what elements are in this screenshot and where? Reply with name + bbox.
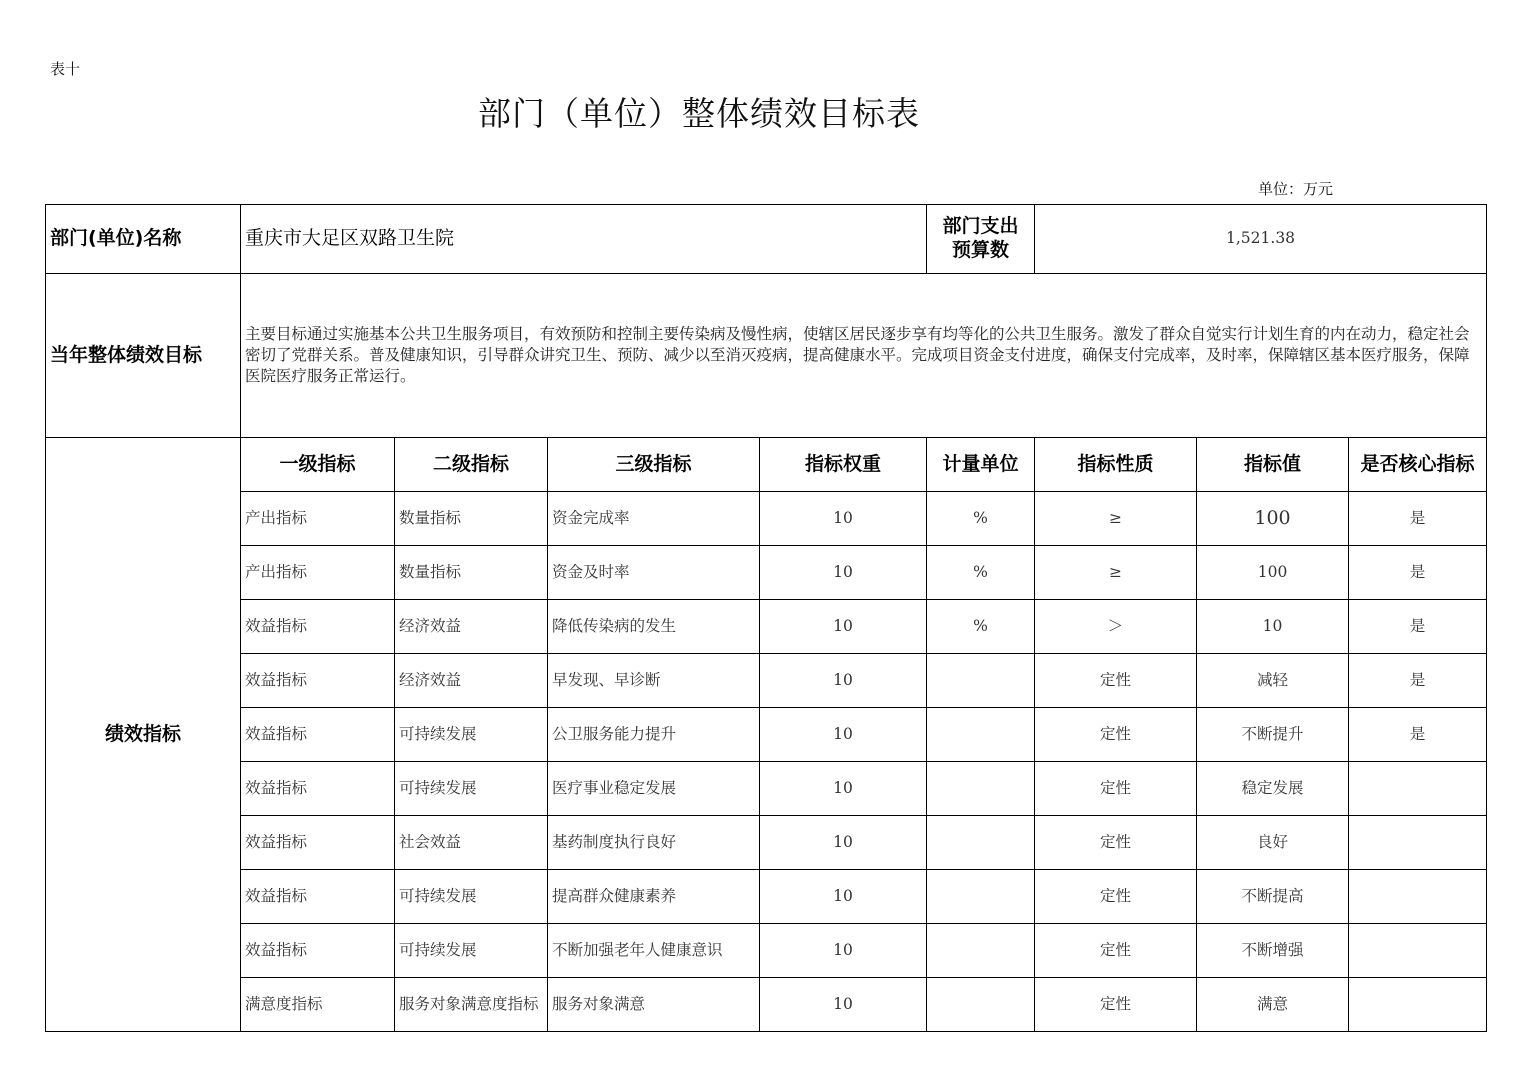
budget-label-line2: 预算数 <box>952 239 1010 261</box>
table-row <box>46 492 1487 546</box>
core-cell: 是 <box>1349 654 1487 708</box>
nature-cell: 定性 <box>1035 870 1197 924</box>
weight-cell: 10 <box>760 762 927 816</box>
table-row <box>46 978 1487 1032</box>
level1-cell: 产出指标 <box>241 546 395 600</box>
dept-name-value: 重庆市大足区双路卫生院 <box>241 205 927 274</box>
core-cell <box>1349 870 1487 924</box>
goal-text: 主要目标通过实施基本公共卫生服务项目，有效预防和控制主要传染病及慢性病，使辖区居民逐步享有均等化的公共卫生服务。激发了群众自觉实行计划生育的内在动力，稳定社会密切了党群关系。普及健康知识，引导群众讲究卫生、预防、减少以至消灭疫病，提高健康水平。完成项目资金支付进度，确保支付完成率，及时率，保障辖区基本医疗服务，保障医院医疗服务正常运行。 <box>241 274 1487 438</box>
level3-cell: 基药制度执行良好 <box>548 816 760 870</box>
nature-cell: 定性 <box>1035 924 1197 978</box>
unit-cell <box>927 762 1035 816</box>
level2-cell: 可持续发展 <box>395 762 548 816</box>
budget-label <box>927 205 1035 274</box>
level3-cell: 医疗事业稳定发展 <box>548 762 760 816</box>
indicators-label: 绩效指标 <box>46 438 241 1032</box>
table-row <box>46 600 1487 654</box>
unit-cell: % <box>927 600 1035 654</box>
level2-cell: 可持续发展 <box>395 870 548 924</box>
level3-cell: 资金及时率 <box>548 546 760 600</box>
value-cell: 不断提高 <box>1197 870 1349 924</box>
unit-cell <box>927 978 1035 1032</box>
dept-name-label: 部门(单位)名称 <box>46 205 241 274</box>
core-cell <box>1349 762 1487 816</box>
level3-cell: 服务对象满意 <box>548 978 760 1032</box>
core-cell <box>1349 978 1487 1032</box>
value-cell: 稳定发展 <box>1197 762 1349 816</box>
value-cell: 100 <box>1197 492 1349 546</box>
level2-cell: 可持续发展 <box>395 924 548 978</box>
goal-row <box>46 274 1487 438</box>
level1-cell: 效益指标 <box>241 708 395 762</box>
weight-cell: 10 <box>760 546 927 600</box>
weight-cell: 10 <box>760 924 927 978</box>
level2-cell: 数量指标 <box>395 546 548 600</box>
level2-cell: 可持续发展 <box>395 708 548 762</box>
table-row <box>46 816 1487 870</box>
unit-cell: % <box>927 492 1035 546</box>
unit-cell <box>927 816 1035 870</box>
nature-cell: ≥ <box>1035 546 1197 600</box>
value-cell: 满意 <box>1197 978 1349 1032</box>
column-header: 计量单位 <box>927 438 1035 492</box>
nature-cell: 定性 <box>1035 708 1197 762</box>
dept-name-row <box>46 205 1487 274</box>
level3-cell: 不断加强老年人健康意识 <box>548 924 760 978</box>
level2-cell: 经济效益 <box>395 654 548 708</box>
level1-cell: 效益指标 <box>241 600 395 654</box>
value-cell: 良好 <box>1197 816 1349 870</box>
level3-cell: 资金完成率 <box>548 492 760 546</box>
page-title: 部门（单位）整体绩效目标表 <box>478 94 920 133</box>
core-cell: 是 <box>1349 600 1487 654</box>
table-row <box>46 546 1487 600</box>
unit-cell <box>927 870 1035 924</box>
level3-cell: 早发现、早诊断 <box>548 654 760 708</box>
weight-cell: 10 <box>760 870 927 924</box>
level2-cell: 数量指标 <box>395 492 548 546</box>
weight-cell: 10 <box>760 816 927 870</box>
table-row <box>46 762 1487 816</box>
goal-label: 当年整体绩效目标 <box>46 274 241 438</box>
table-row <box>46 708 1487 762</box>
table-row <box>46 654 1487 708</box>
table-row <box>46 870 1487 924</box>
level2-cell: 服务对象满意度指标 <box>395 978 548 1032</box>
column-header: 指标值 <box>1197 438 1349 492</box>
value-cell: 不断增强 <box>1197 924 1349 978</box>
weight-cell: 10 <box>760 978 927 1032</box>
core-cell <box>1349 816 1487 870</box>
unit-cell <box>927 708 1035 762</box>
nature-cell: 定性 <box>1035 816 1197 870</box>
value-cell: 10 <box>1197 600 1349 654</box>
column-header: 二级指标 <box>395 438 548 492</box>
value-cell: 减轻 <box>1197 654 1349 708</box>
core-cell: 是 <box>1349 546 1487 600</box>
nature-cell: ＞ <box>1035 600 1197 654</box>
nature-cell: 定性 <box>1035 762 1197 816</box>
unit-cell <box>927 654 1035 708</box>
weight-cell: 10 <box>760 492 927 546</box>
core-cell: 是 <box>1349 708 1487 762</box>
nature-cell: 定性 <box>1035 654 1197 708</box>
level1-cell: 效益指标 <box>241 816 395 870</box>
column-header: 一级指标 <box>241 438 395 492</box>
nature-cell: ≥ <box>1035 492 1197 546</box>
level3-cell: 公卫服务能力提升 <box>548 708 760 762</box>
unit-cell: % <box>927 546 1035 600</box>
level1-cell: 效益指标 <box>241 870 395 924</box>
level1-cell: 满意度指标 <box>241 978 395 1032</box>
unit-cell <box>927 924 1035 978</box>
level2-cell: 社会效益 <box>395 816 548 870</box>
level1-cell: 产出指标 <box>241 492 395 546</box>
level1-cell: 效益指标 <box>241 924 395 978</box>
performance-target-table <box>45 204 1487 1032</box>
level1-cell: 效益指标 <box>241 762 395 816</box>
level2-cell: 经济效益 <box>395 600 548 654</box>
column-header: 是否核心指标 <box>1349 438 1487 492</box>
core-cell: 是 <box>1349 492 1487 546</box>
weight-cell: 10 <box>760 600 927 654</box>
column-header: 指标权重 <box>760 438 927 492</box>
level3-cell: 提高群众健康素养 <box>548 870 760 924</box>
column-header: 三级指标 <box>548 438 760 492</box>
budget-label-line1: 部门支出 <box>942 215 1019 238</box>
table-number-label: 表十 <box>50 60 81 78</box>
weight-cell: 10 <box>760 708 927 762</box>
core-cell <box>1349 924 1487 978</box>
value-cell: 不断提升 <box>1197 708 1349 762</box>
budget-value: 1,521.38 <box>1035 205 1487 274</box>
indicator-header-row <box>46 438 1487 492</box>
table-row <box>46 924 1487 978</box>
weight-cell: 10 <box>760 654 927 708</box>
value-cell: 100 <box>1197 546 1349 600</box>
level1-cell: 效益指标 <box>241 654 395 708</box>
column-header: 指标性质 <box>1035 438 1197 492</box>
level3-cell: 降低传染病的发生 <box>548 600 760 654</box>
nature-cell: 定性 <box>1035 978 1197 1032</box>
unit-label: 单位：万元 <box>1258 180 1334 198</box>
